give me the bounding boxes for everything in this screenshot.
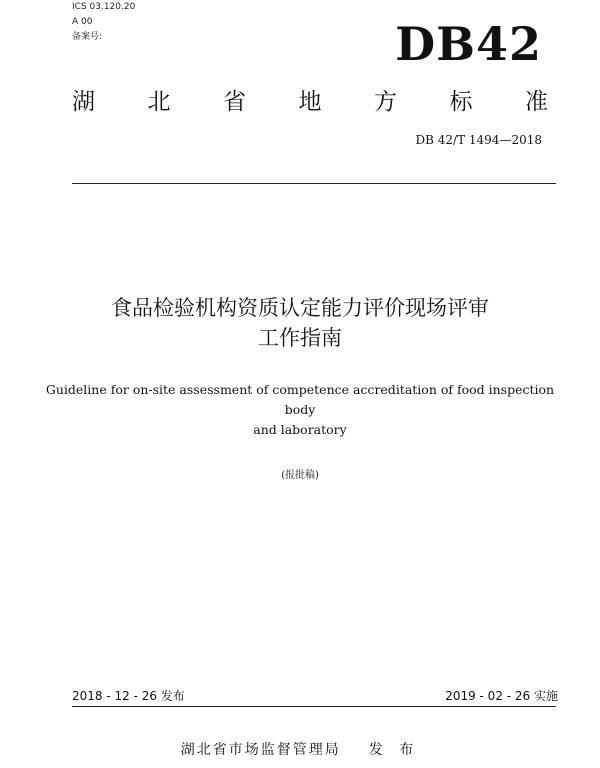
title-english-line-2: and laboratory [253, 422, 347, 437]
category-char: 准 [525, 89, 548, 115]
draft-status: (报批稿) [281, 470, 319, 481]
category-char: 地 [298, 89, 322, 115]
category-char: 北 [147, 89, 171, 115]
category-char: 标 [449, 89, 473, 115]
issue-date: 2018 - 12 - 26 发布 [72, 689, 185, 703]
title-chinese [40, 293, 560, 353]
filing-number-label: 备案号: [72, 32, 103, 42]
standard-category [72, 87, 548, 117]
title-chinese-line-1: 食品检验机构资质认定能力评价现场评审 [111, 296, 489, 320]
category-char: 方 [374, 89, 397, 115]
issuer-line [0, 741, 600, 759]
title-chinese-line-2: 工作指南 [258, 326, 342, 350]
category-char: 省 [223, 89, 246, 115]
standard-number: DB 42/T 1494—2018 [415, 133, 542, 147]
title-english-line-1: Guideline for on-site assessment of competence accreditation of food inspection body [45, 382, 555, 417]
footer-divider [72, 706, 556, 707]
category-char: 湖 [72, 89, 95, 115]
implementation-date: 2019 - 02 - 26 实施 [445, 689, 558, 703]
issuer-action: 发 布 [368, 742, 420, 758]
title-english [30, 380, 570, 440]
standard-code: DB42 [395, 17, 542, 71]
header-divider [72, 183, 556, 184]
classification-code: A 00 [72, 17, 93, 27]
ics-code: ICS 03.120.20 [72, 2, 136, 12]
issuer-name: 湖北省市场监督管理局 [180, 742, 341, 758]
